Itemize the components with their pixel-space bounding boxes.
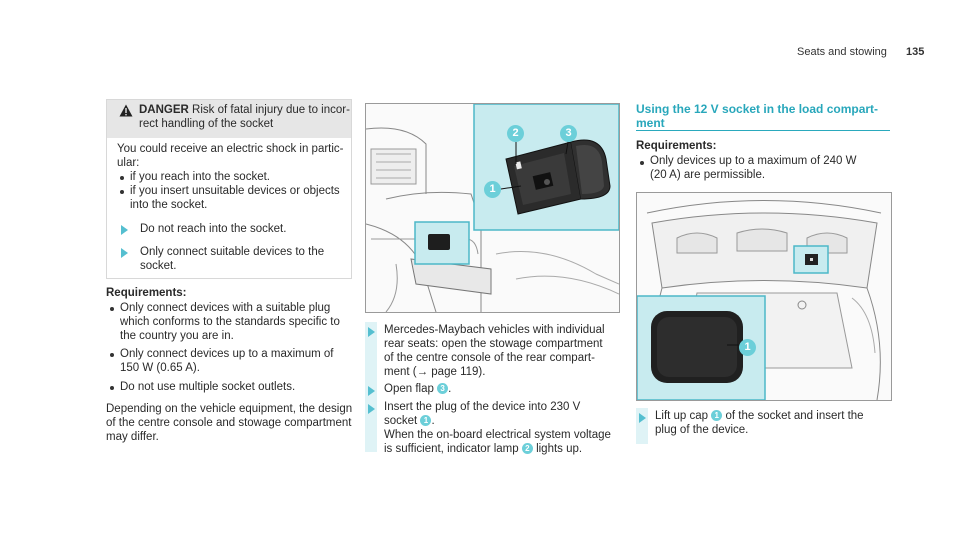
req-item-1-cont-1: which conforms to the standards specific to [120,316,340,328]
callout-1: 1 [484,181,501,198]
mid-step2-text: Open flap [384,383,434,395]
step-arrow-icon [121,225,128,235]
mid-step3-l3: When the on-board electrical system voltage [384,429,611,441]
mid-step1-l3: of the centre console of the rear compart- [384,352,595,364]
right-req-1: Only devices up to a maximum of 240 W [650,155,857,167]
danger-step-2: Only connect suitable devices to the [140,246,325,258]
step-arrow-icon [368,404,375,414]
mid-step3-l4-end: lights up. [536,443,583,455]
note-line-3: may differ. [106,431,159,443]
bullet-dot [110,386,114,390]
mid-step2-period: . [448,383,452,395]
bullet-dot [640,161,644,165]
trunk-drawing [637,193,891,400]
inline-callout-1: 1 [420,415,431,426]
mid-step3-l4-text: is sufficient, indicator lamp [384,443,519,455]
mid-step2 [384,383,451,397]
danger-header [107,100,351,138]
req-item-3: Do not use multiple socket outlets. [120,381,296,393]
req-item-2: Only connect devices up to a maximum of [120,348,334,360]
centre-console-illustration [365,103,620,313]
running-header-section: Seats and stowing [797,46,887,58]
bullet-dot [110,353,114,357]
danger-headline-text-2: rect handling of the socket [139,118,274,130]
mid-step3-l1: Insert the plug of the device into 230 V [384,401,581,413]
section-title-line-1: Using the 12 V socket in the load compart- [636,102,879,116]
req-item-1-cont-2: the country you are in. [120,330,234,342]
step-arrow-icon [639,413,646,423]
bullet-dot [120,190,124,194]
mid-step3-l2 [384,415,435,429]
page-number: 135 [906,46,925,58]
callout-2: 2 [507,125,524,142]
right-step-l1 [655,410,864,424]
step-arrow-icon [368,327,375,337]
mid-step1-l1: Mercedes-Maybach vehicles with individual [384,324,605,336]
note-line-1: Depending on the vehicle equipment, the design [106,403,353,415]
right-step-l1-end: of the socket and insert the [725,410,864,422]
warning-triangle-icon [119,104,133,117]
req-item-1: Only connect devices with a suitable plug [120,302,331,314]
callout-3: 3 [560,125,577,142]
danger-bullet-2-cont: into the socket. [130,199,208,211]
section-rule [636,130,890,131]
inline-callout-3: 3 [437,383,448,394]
danger-step-2-cont: socket. [140,260,177,272]
right-req-2: (20 A) are permissible. [650,169,766,181]
mid-step3-period: . [431,415,435,427]
load-compartment-illustration [636,192,892,401]
section-title-line-2: ment [636,116,665,130]
bullet-dot [110,307,114,311]
callout-lines [366,104,619,312]
inline-callout-1: 1 [711,410,722,421]
requirements-title: Requirements: [106,287,187,299]
step-arrow-icon [121,248,128,258]
right-step-l1-text: Lift up cap [655,410,709,422]
danger-headline-text-1: Risk of fatal injury due to incor- [192,104,350,116]
danger-bullet-2: if you insert unsuitable devices or objects [130,185,340,197]
req-item-2-cont: 150 W (0.65 A). [120,362,200,374]
bullet-dot [120,176,124,180]
step-arrow-icon [368,386,375,396]
danger-body-1: You could receive an electric shock in partic- [117,143,344,155]
mid-step3-l4 [384,443,582,457]
mid-step3-l2-text: socket [384,415,418,427]
note-line-2: of the centre console and stowage compartment [106,417,352,429]
right-requirements-title: Requirements: [636,140,717,152]
right-callout-1: 1 [739,339,756,356]
danger-headline [139,104,350,118]
danger-step-1: Do not reach into the socket. [140,223,287,235]
danger-body-2: ular: [117,157,140,169]
danger-box [106,99,352,279]
inline-callout-2: 2 [522,443,533,454]
danger-bullet-1: if you reach into the socket. [130,171,270,183]
mid-step1-l2: rear seats: open the stowage compartment [384,338,603,350]
right-step-l2: plug of the device. [655,424,749,436]
danger-label: DANGER [139,104,189,116]
mid-step1-l4: ment (→ page 119). [384,366,486,378]
